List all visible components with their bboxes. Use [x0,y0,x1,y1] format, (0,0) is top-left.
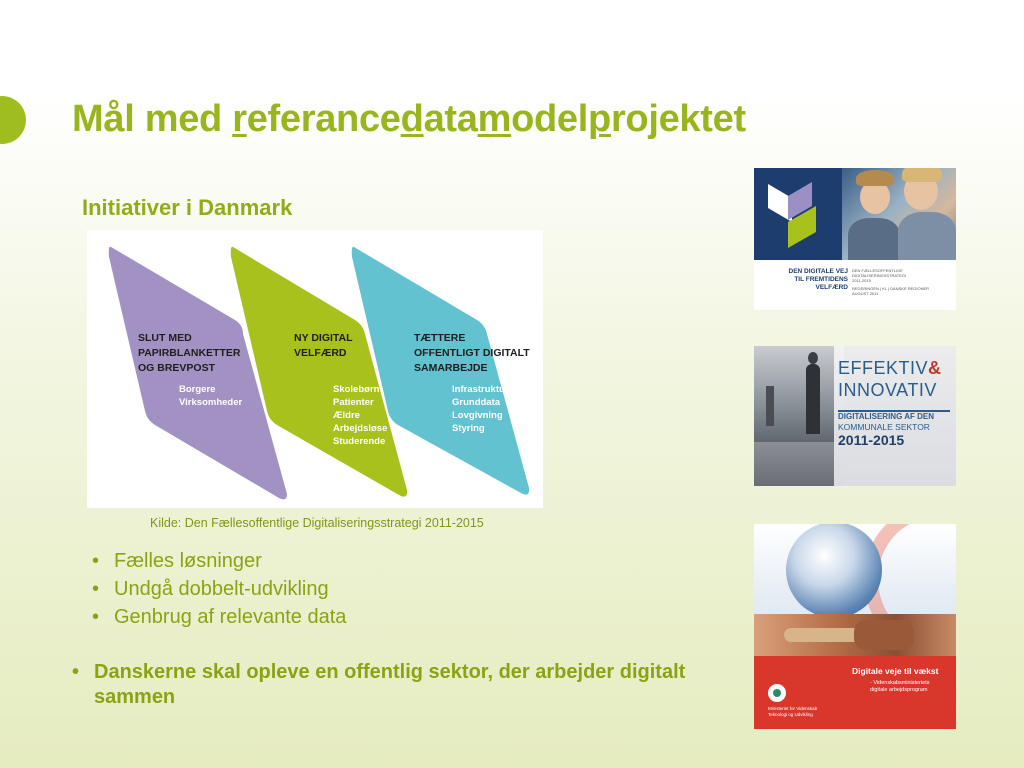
cover-effektiv-innovativ [754,346,956,486]
headline-word: INNOVATIV [838,380,937,400]
bullet-dot: • [92,550,100,572]
main-bullet [72,660,712,710]
cover-digital-welfare [754,168,956,310]
cover-years: 2011-2015 [838,432,905,448]
cover-digitale-veje [754,524,956,729]
panel-title-line: SLUT MED [138,332,192,344]
cover-small-text [852,268,942,296]
panel-item: Lovgivning [452,410,503,421]
cover-headline [838,358,942,379]
cover-small-line: 2011-2015 [852,278,871,283]
cover-subline: KOMMUNALE SEKTOR [838,422,930,432]
panel-item: Studerende [333,436,386,447]
title-segment: r [232,98,247,140]
panel-2-title [294,331,353,361]
panel-1-items [179,383,242,409]
panel-1-title [138,331,240,376]
cover-small-line: DEN FÆLLESOFFENTLIGE [852,268,903,273]
bullet-text: Genbrug af relevante data [114,606,347,628]
title-segment: odel [511,98,589,140]
title-segment: eferance [246,98,401,140]
bullet-text: Undgå dobbelt-udvikling [114,578,329,600]
panel-item: Borgere [179,384,216,395]
cover-subtitle [870,680,930,694]
ampersand: & [928,358,942,378]
headline-word: EFFEKTIV [838,358,929,378]
globe-icon [786,524,882,618]
title-segment: p [588,98,611,140]
cover-sub-line: - Videnskabsministeriets [870,680,930,686]
cover-title: Digitale veje til vækst [852,666,939,676]
chevron-logo-icon [768,182,828,248]
source-caption: Kilde: Den Fællesoffentlige Digitaliseringsstrategi 2011-2015 [150,516,484,530]
bullet-list [92,547,346,631]
street-photo [754,346,844,486]
ministry-line: Ministeriet for Videnskab [768,706,818,711]
cover-small-line: REGERINGEN | KL | DANSKE REGIONER [852,286,930,291]
bullet-dot: • [72,661,80,683]
panel-item: Styring [452,423,485,434]
panel-title-line: OFFENTLIGT DIGITALT [414,347,530,359]
title-segment: d [400,98,424,140]
bullet-item [92,603,346,631]
panel-title-line: SAMARBEJDE [414,362,488,374]
panel-item: Infrastruktur [452,384,509,395]
cover-small-line: DIGITALISERINGSSTRATEGI [852,273,907,278]
children-photo [842,168,956,260]
cover-small-line: AUGUST 2011 [852,291,879,296]
cover-sub-line: digitale arbejdsprogram [870,687,928,693]
panel-2-items [333,383,387,448]
title-segment: m [477,98,512,140]
panel-item: Patienter [333,397,374,408]
cover-title-line: TIL FREMTIDENS [794,276,848,283]
bullet-dot: • [92,578,100,600]
bullet-dot: • [92,606,100,628]
cover-title-line: DEN DIGITALE VEJ [788,268,848,275]
hands-photo [754,614,956,658]
section-subtitle: Initiativer i Danmark [82,195,293,220]
bullet-text: Fælles løsninger [114,550,262,572]
panel-3-title [414,331,530,376]
panel-title-line: PAPIRBLANKETTER [138,347,241,359]
panel-3-items [452,383,508,435]
panel-title-line: TÆTTERE [414,332,466,344]
panel-item: Arbejdsløse [333,423,388,434]
cover-subline: DIGITALISERING AF DEN [838,412,934,421]
panel-item: Skolebørn [333,384,380,395]
panel-title-line: VELFÆRD [294,347,347,359]
panel-item: Virksomheder [179,397,243,408]
title-segment: rojektet [610,98,746,140]
cover-title-line: VELFÆRD [815,284,848,291]
slide-title [72,98,746,141]
bullet-item [92,547,346,575]
decorative-circle [0,96,26,144]
bullet-item [92,575,346,603]
ministry-logo-icon [768,684,786,702]
panel-title-line: NY DIGITAL [294,332,353,344]
ministry-line: Teknologi og Udvikling [768,712,813,717]
panel-title-line: OG BREVPOST [138,362,216,374]
title-segment: ata [423,98,478,140]
cover-title [760,268,848,292]
panel-item: Grunddata [452,397,501,408]
strategy-diagram [87,230,543,508]
panel-item: Ældre [333,410,360,421]
ministry-name [768,706,817,718]
main-bullet-text: Danskerne skal opleve en offentlig sektor, der arbejder digitalt sammen [94,661,686,708]
title-segment: Mål med [72,98,233,140]
